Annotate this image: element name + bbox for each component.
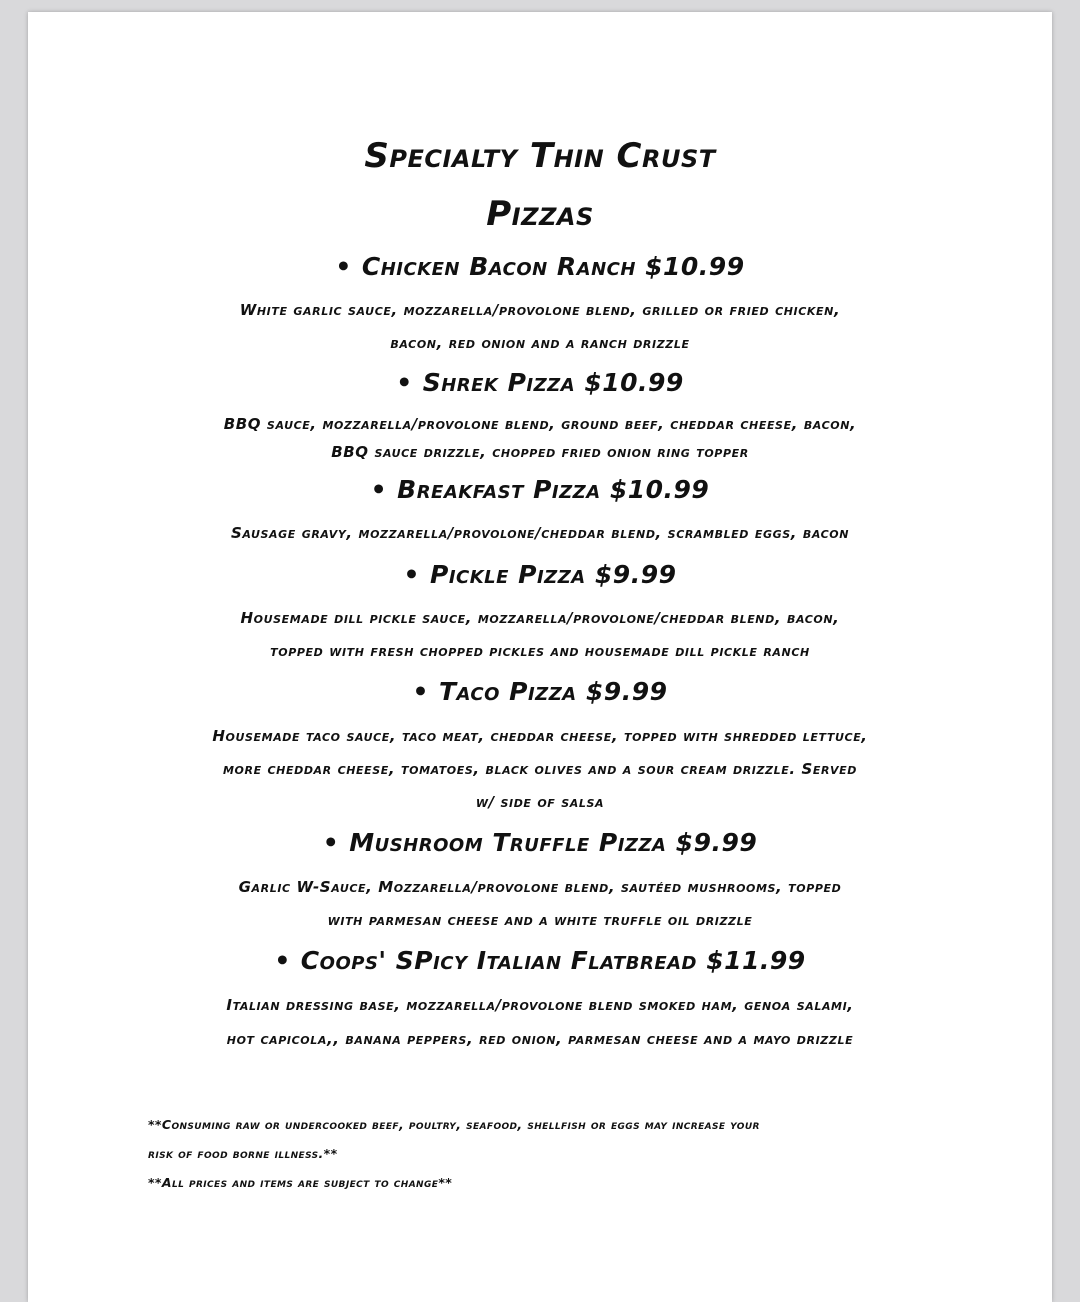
menu-item-description: topped with fresh chopped pickles and housemade dill pickle ranch	[270, 642, 810, 660]
menu-item-description: more cheddar cheese, tomatoes, black olives and a sour cream drizzle. Served	[223, 760, 857, 778]
menu-item-title	[28, 252, 1052, 281]
bullet-icon: •	[274, 946, 291, 975]
menu-item-description: with parmesan cheese and a white truffle oil drizzle	[327, 911, 753, 929]
menu-item-name: Mushroom Truffle Pizza $9.99	[349, 828, 758, 857]
menu-item-title	[28, 946, 1052, 975]
menu-item-description: Garlic W-Sauce, Mozzarella/provolone blend, sautéed mushrooms, topped	[238, 878, 842, 896]
menu-item-description: Housemade taco sauce, taco meat, cheddar cheese, topped with shredded lettuce,	[212, 727, 868, 745]
menu-item-name: Shrek Pizza $10.99	[422, 368, 684, 397]
menu-item-name: Pickle Pizza $9.99	[430, 560, 677, 589]
menu-item-description: Sausage gravy, mozzarella/provolone/cheddar blend, scrambled eggs, bacon	[230, 524, 850, 542]
menu-item-name: Taco Pizza $9.99	[439, 677, 668, 706]
menu-item-description: BBQ sauce drizzle, chopped fried onion ring topper	[331, 443, 749, 461]
menu-item-description: w/ side of salsa	[475, 793, 605, 811]
menu-title-line-1: Specialty Thin Crust	[364, 136, 716, 176]
bullet-icon: •	[412, 677, 429, 706]
menu-item-description: White garlic sauce, mozzarella/provolone blend, grilled or fried chicken,	[239, 301, 841, 319]
bullet-icon: •	[322, 828, 340, 857]
bullet-icon: •	[403, 560, 420, 589]
menu-item-title	[28, 560, 1052, 589]
menu-title-line-2: Pizzas	[486, 194, 594, 234]
menu-item-name: Breakfast Pizza $10.99	[397, 475, 710, 504]
bullet-icon: •	[370, 475, 388, 504]
food-safety-note: risk of food borne illness.**	[148, 1146, 338, 1161]
bullet-icon: •	[396, 368, 413, 397]
menu-item-title	[28, 475, 1052, 504]
menu-item-description: Italian dressing base, mozzarella/provolone blend smoked ham, genoa salami,	[226, 996, 854, 1014]
menu-item-description: bacon, red onion and a ranch drizzle	[390, 334, 690, 352]
menu-item-title	[28, 368, 1052, 397]
menu-page	[28, 12, 1052, 1302]
menu-item-name: Chicken Bacon Ranch $10.99	[361, 252, 745, 281]
bullet-icon: •	[335, 252, 352, 281]
menu-item-description: Housemade dill pickle sauce, mozzarella/provolone/cheddar blend, bacon,	[240, 609, 840, 627]
menu-item-name: Coops' SPicy Italian Flatbread $11.99	[300, 946, 806, 975]
food-safety-note: **Consuming raw or undercooked beef, poultry, seafood, shellfish or eggs may increase your	[148, 1117, 760, 1132]
menu-item-title	[28, 677, 1052, 706]
menu-item-title	[28, 828, 1052, 857]
menu-item-description: hot capicola,, banana peppers, red onion, parmesan cheese and a mayo drizzle	[226, 1030, 854, 1048]
price-change-note: **All prices and items are subject to change**	[148, 1175, 453, 1190]
menu-item-description: BBQ sauce, mozzarella/provolone blend, ground beef, cheddar cheese, bacon,	[223, 415, 857, 433]
